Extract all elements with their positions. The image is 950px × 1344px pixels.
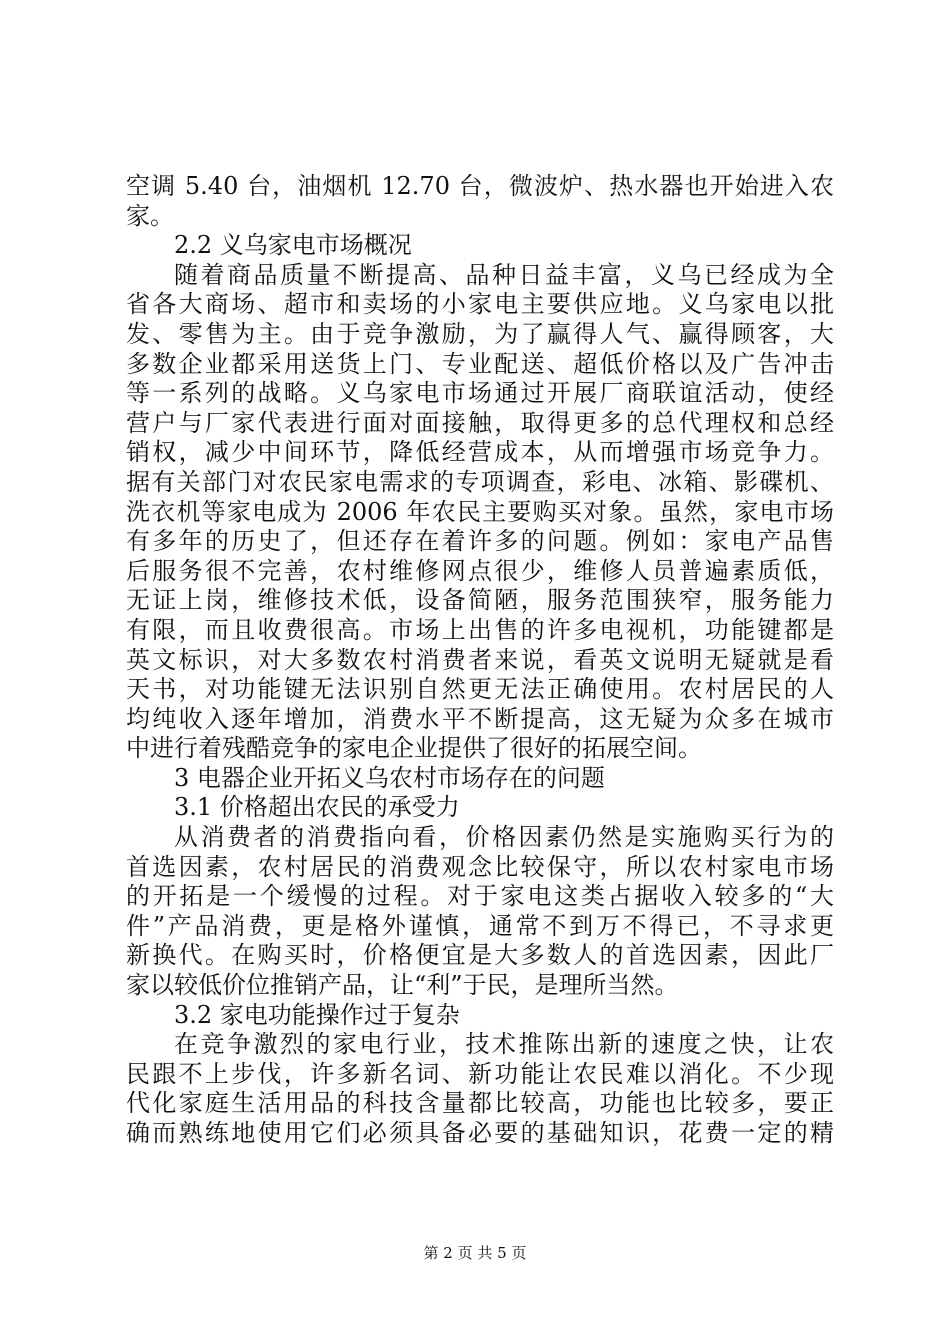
paragraph-line: 在竞争激烈的家电行业，技术推陈出新的速度之快，让农 <box>174 1030 834 1059</box>
paragraph-line: 代化家庭生活用品的科技含量都比较高，功能也比较多，要正 <box>126 1089 834 1118</box>
paragraph-line: 新换代。在购买时，价格便宜是大多数人的首选因素，因此厂 <box>126 941 834 970</box>
paragraph-line: 多数企业都采用送货上门、专业配送、超低价格以及广告冲击 <box>126 349 834 378</box>
section-heading: 2.2 义乌家电市场概况 <box>174 231 412 260</box>
document-body <box>126 172 834 1149</box>
paragraph-line: 首选因素，农村居民的消费观念比较保守，所以农村家电市场 <box>126 852 834 881</box>
paragraph-line: 天书，对功能键无法识别自然更无法正确使用。农村居民的人 <box>126 675 834 704</box>
page-footer: 第 2 页 共 5 页 <box>423 1244 527 1262</box>
section-heading: 3.2 家电功能操作过于复杂 <box>174 1000 460 1029</box>
paragraph-line: 等一系列的战略。义乌家电市场通过开展厂商联谊活动，使经 <box>126 379 834 408</box>
paragraph-line: 确而熟练地使用它们必须具备必要的基础知识，花费一定的精 <box>126 1119 834 1147</box>
paragraph-line: 有限，而且收费很高。市场上出售的许多电视机，功能键都是 <box>126 615 834 644</box>
paragraph-line: 家。 <box>126 201 174 230</box>
paragraph-line: 销权，减少中间环节，降低经营成本，从而增强市场竞争力。 <box>126 438 834 467</box>
section-heading: 3.1 价格超出农民的承受力 <box>174 793 460 822</box>
paragraph-line: 营户与厂家代表进行面对面接触，取得更多的总代理权和总经 <box>126 408 834 437</box>
paragraph-line: 空调 5.40 台，油烟机 12.70 台，微波炉、热水器也开始进入农 <box>126 172 834 200</box>
section-heading: 3 电器企业开拓义乌农村市场存在的问题 <box>174 763 605 792</box>
paragraph-line: 随着商品质量不断提高、品种日益丰富，义乌已经成为全 <box>174 260 834 289</box>
paragraph-line: 无证上岗，维修技术低，设备简陋，服务范围狭窄，服务能力 <box>126 586 834 615</box>
paragraph-line: 发、零售为主。由于竞争激励，为了赢得人气、赢得顾客，大 <box>126 319 834 348</box>
paragraph-line: 的开拓是一个缓慢的过程。对于家电这类占据收入较多的“大 <box>126 882 834 911</box>
paragraph-line: 从消费者的消费指向看，价格因素仍然是实施购买行为的 <box>174 823 834 852</box>
paragraph-line: 件”产品消费，更是格外谨慎，通常不到万不得已，不寻求更 <box>126 911 834 940</box>
paragraph-line: 省各大商场、超市和卖场的小家电主要供应地。义乌家电以批 <box>126 290 834 319</box>
paragraph-line: 均纯收入逐年增加，消费水平不断提高，这无疑为众多在城市 <box>126 704 834 733</box>
paragraph-line: 据有关部门对农民家电需求的专项调查，彩电、冰箱、影碟机、 <box>126 467 834 496</box>
paragraph-line: 后服务很不完善，农村维修网点很少，维修人员普遍素质低， <box>126 556 834 585</box>
paragraph-line: 中进行着残酷竞争的家电企业提供了很好的拓展空间。 <box>126 734 702 763</box>
paragraph-line: 家以较低价位推销产品，让“利”于民，是理所当然。 <box>126 971 679 1000</box>
paragraph-line: 民跟不上步伐，许多新名词、新功能让农民难以消化。不少现 <box>126 1059 834 1088</box>
paragraph-line: 洗衣机等家电成为 2006 年农民主要购买对象。虽然，家电市场 <box>126 497 834 526</box>
paragraph-line: 有多年的历史了，但还存在着许多的问题。例如：家电产品售 <box>126 527 834 556</box>
paragraph-line: 英文标识，对大多数农村消费者来说，看英文说明无疑就是看 <box>126 645 834 674</box>
